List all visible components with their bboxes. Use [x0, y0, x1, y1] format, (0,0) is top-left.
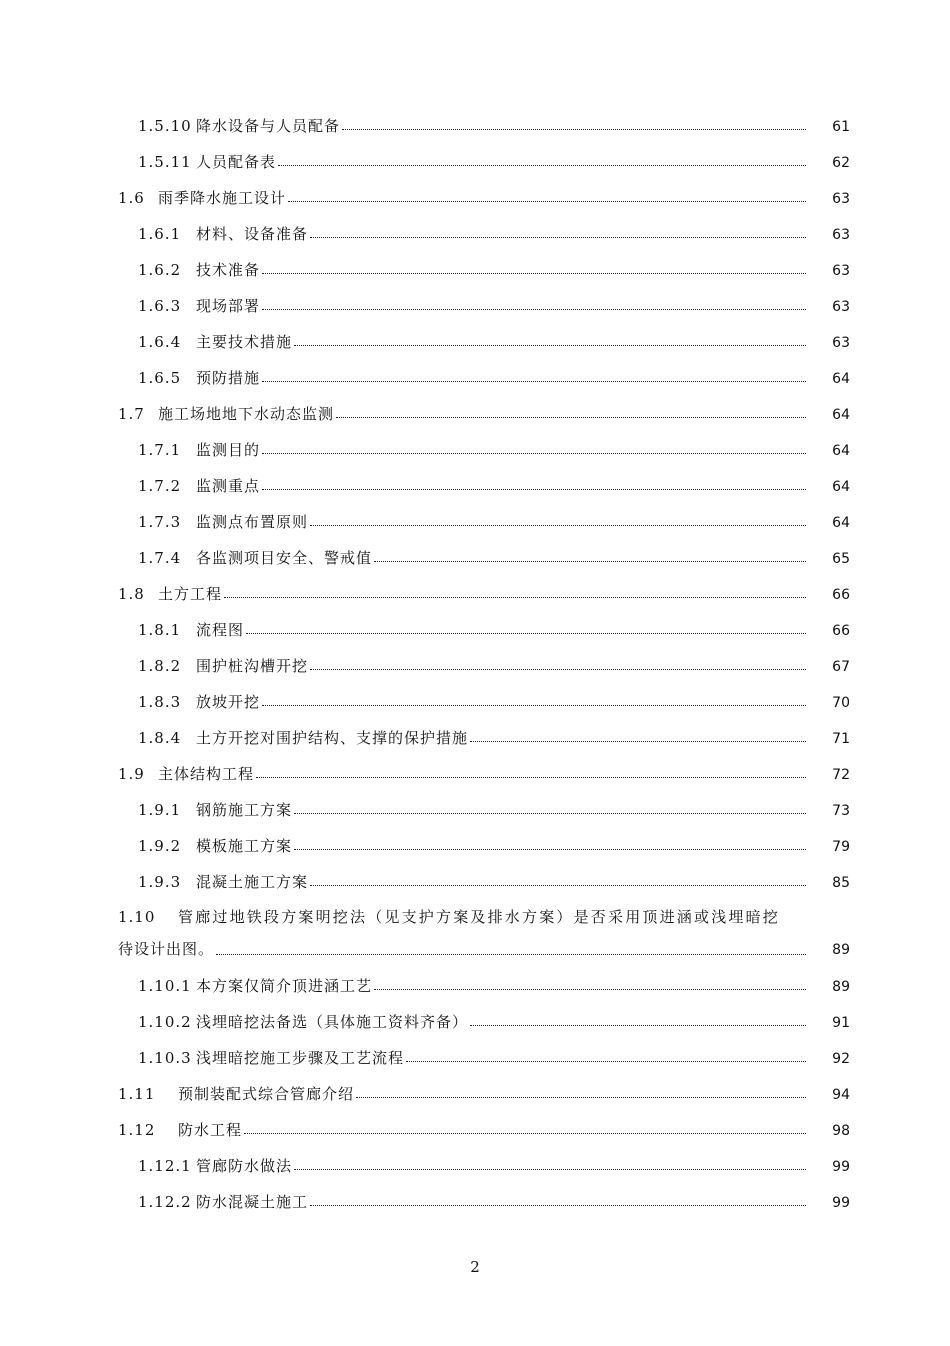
toc-entry-title: 主体结构工程 [158, 765, 255, 783]
toc-dot-leader [256, 776, 806, 778]
toc-entry-number: 1.6.2 [138, 261, 182, 279]
toc-entry-number: 1.9.3 [138, 873, 182, 891]
toc-dot-leader [294, 812, 806, 814]
toc-page-number: 63 [832, 335, 850, 351]
toc-entry-title: 主要技术措施 [196, 333, 293, 351]
toc-page-number: 61 [832, 119, 850, 135]
toc-entry[interactable] [118, 648, 850, 684]
toc-entry-title: 人员配备表 [196, 153, 277, 171]
toc-page-number: 64 [832, 479, 850, 495]
toc-entry[interactable] [118, 864, 850, 900]
toc-dot-leader [262, 272, 806, 274]
toc-entry[interactable] [118, 1148, 850, 1184]
toc-dot-leader [310, 884, 806, 886]
toc-entry-title: 降水设备与人员配备 [196, 117, 341, 135]
toc-entry[interactable] [118, 432, 850, 468]
toc-entry-title: 现场部署 [196, 297, 261, 315]
toc-page-number: 64 [832, 407, 850, 423]
toc-entry[interactable] [118, 1112, 850, 1148]
toc-entry-title: 雨季降水施工设计 [158, 189, 287, 207]
toc-entry-title: 围护桩沟槽开挖 [196, 657, 309, 675]
toc-section-a [118, 108, 850, 900]
toc-dot-leader [406, 1060, 806, 1062]
toc-dot-leader [224, 596, 806, 598]
toc-entry-number: 1.7.1 [138, 441, 182, 459]
toc-entry[interactable] [118, 324, 850, 360]
toc-dot-leader [310, 1204, 806, 1206]
toc-entry-title: 浅埋暗挖施工步骤及工艺流程 [196, 1049, 405, 1067]
table-of-contents [118, 108, 850, 1220]
toc-dot-leader [310, 668, 806, 670]
toc-entry-number: 1.10.3 [138, 1049, 192, 1067]
toc-dot-leader [216, 953, 806, 955]
toc-entry[interactable] [118, 288, 850, 324]
toc-page-number: 63 [832, 191, 850, 207]
toc-entry-title: 预制装配式综合管廊介绍 [178, 1085, 355, 1103]
toc-page-number: 79 [832, 839, 850, 855]
toc-page-number: 62 [832, 155, 850, 171]
toc-page-number: 71 [832, 731, 850, 747]
toc-entry-wrapped-line2 [118, 934, 850, 968]
toc-entry-number: 1.7.2 [138, 477, 182, 495]
toc-entry-number: 1.5.10 [138, 117, 192, 135]
toc-page-number: 92 [832, 1051, 850, 1067]
toc-entry-number: 1.10.1 [138, 977, 192, 995]
toc-entry-wrapped-line1 [118, 900, 850, 934]
toc-entry-number: 1.7.3 [138, 513, 182, 531]
toc-page-number: 66 [832, 587, 850, 603]
toc-entry-title: 防水混凝土施工 [196, 1193, 309, 1211]
toc-page-number: 63 [832, 227, 850, 243]
toc-entry[interactable] [118, 144, 850, 180]
toc-entry-number: 1.6.5 [138, 369, 182, 387]
toc-entry[interactable] [118, 756, 850, 792]
toc-dot-leader [470, 740, 806, 742]
toc-dot-leader [470, 1024, 806, 1026]
toc-dot-leader [310, 524, 806, 526]
toc-entry-title: 各监测项目安全、警戒值 [196, 549, 373, 567]
toc-page-number: 94 [832, 1087, 850, 1103]
toc-entry-number: 1.11 [118, 1085, 156, 1103]
toc-entry[interactable] [118, 108, 850, 144]
toc-page-number: 85 [832, 875, 850, 891]
toc-entry-number: 1.10 [118, 908, 156, 926]
toc-dot-leader [262, 380, 806, 382]
toc-entry-title: 材料、设备准备 [196, 225, 309, 243]
toc-entry-number: 1.12 [118, 1121, 156, 1139]
toc-entry-title-continued: 待设计出图。 [118, 940, 215, 958]
toc-entry-title: 施工场地地下水动态监测 [158, 405, 335, 423]
toc-entry-title: 管廊防水做法 [196, 1157, 293, 1175]
toc-entry-number: 1.6.3 [138, 297, 182, 315]
toc-entry-number: 1.8.3 [138, 693, 182, 711]
toc-page-number: 67 [832, 659, 850, 675]
toc-dot-leader [244, 1132, 806, 1134]
toc-dot-leader [342, 128, 806, 130]
toc-dot-leader [356, 1096, 806, 1098]
toc-entry-title: 浅埋暗挖法备选（具体施工资料齐备） [196, 1013, 469, 1031]
toc-entry[interactable] [118, 612, 850, 648]
toc-entry[interactable] [118, 540, 850, 576]
toc-entry[interactable] [118, 468, 850, 504]
toc-page-number: 66 [832, 623, 850, 639]
toc-entry-number: 1.12.2 [138, 1193, 192, 1211]
toc-entry[interactable] [118, 576, 850, 612]
toc-entry-number: 1.9.2 [138, 837, 182, 855]
toc-page-number: 64 [832, 371, 850, 387]
toc-entry[interactable] [118, 792, 850, 828]
toc-page-number: 70 [832, 695, 850, 711]
toc-entry-number: 1.7.4 [138, 549, 182, 567]
toc-entry-number: 1.8.2 [138, 657, 182, 675]
toc-entry-title: 混凝土施工方案 [196, 873, 309, 891]
toc-entry-number: 1.5.11 [138, 153, 192, 171]
toc-entry-number: 1.9 [118, 765, 145, 783]
toc-entry-title: 预防措施 [196, 369, 261, 387]
toc-dot-leader [262, 488, 806, 490]
toc-entry-number: 1.6 [118, 189, 145, 207]
toc-entry-title: 监测重点 [196, 477, 261, 495]
toc-entry-title: 放坡开挖 [196, 693, 261, 711]
toc-page-number: 64 [832, 443, 850, 459]
toc-dot-leader [246, 632, 806, 634]
toc-entry[interactable] [118, 396, 850, 432]
toc-entry-number: 1.12.1 [138, 1157, 192, 1175]
toc-entry-number: 1.7 [118, 405, 145, 423]
toc-section-b [118, 968, 850, 1220]
toc-entry-number: 1.8.1 [138, 621, 182, 639]
toc-page-number: 89 [832, 979, 850, 995]
toc-entry[interactable] [118, 360, 850, 396]
toc-entry[interactable] [118, 180, 850, 216]
toc-entry-title: 监测点布置原则 [196, 513, 309, 531]
page-footer-number: 2 [470, 1258, 480, 1276]
toc-entry[interactable] [118, 684, 850, 720]
toc-page-number: 72 [832, 767, 850, 783]
toc-entry-title: 监测目的 [196, 441, 261, 459]
toc-entry-title: 技术准备 [196, 261, 261, 279]
toc-dot-leader [288, 200, 806, 202]
toc-dot-leader [294, 848, 806, 850]
toc-page-number: 65 [832, 551, 850, 567]
toc-entry[interactable] [118, 1184, 850, 1220]
toc-entry-title: 土方开挖对围护结构、支撑的保护措施 [196, 729, 469, 747]
toc-entry[interactable] [118, 968, 850, 1004]
toc-entry[interactable] [118, 504, 850, 540]
toc-entry[interactable] [118, 252, 850, 288]
toc-dot-leader [262, 452, 806, 454]
toc-entry-number: 1.10.2 [138, 1013, 192, 1031]
toc-entry-title: 模板施工方案 [196, 837, 293, 855]
toc-entry-number: 1.8 [118, 585, 145, 603]
toc-entry-title: 土方工程 [158, 585, 223, 603]
toc-entry[interactable] [118, 1040, 850, 1076]
toc-entry-title: 管廊过地铁段方案明挖法（见支护方案及排水方案）是否采用顶进涵或浅埋暗挖 [178, 908, 781, 926]
toc-dot-leader [310, 236, 806, 238]
toc-entry-number: 1.6.4 [138, 333, 182, 351]
toc-entry-title: 流程图 [196, 621, 245, 639]
toc-page-number: 98 [832, 1123, 850, 1139]
toc-entry[interactable] [118, 1076, 850, 1112]
toc-entry[interactable] [118, 1004, 850, 1040]
toc-dot-leader [294, 1168, 806, 1170]
toc-entry-number: 1.9.1 [138, 801, 182, 819]
toc-dot-leader [278, 164, 806, 166]
toc-dot-leader [374, 988, 806, 990]
toc-entry[interactable] [118, 828, 850, 864]
toc-dot-leader [262, 704, 806, 706]
toc-page-number: 99 [832, 1159, 850, 1175]
toc-page-number: 91 [832, 1015, 850, 1031]
toc-page-number: 63 [832, 299, 850, 315]
toc-dot-leader [262, 308, 806, 310]
toc-page-number: 99 [832, 1195, 850, 1211]
toc-page-number: 73 [832, 803, 850, 819]
toc-dot-leader [294, 344, 806, 346]
toc-page-number: 89 [832, 942, 850, 958]
toc-page-number: 64 [832, 515, 850, 531]
toc-entry-title: 本方案仅简介顶进涵工艺 [196, 977, 373, 995]
toc-entry-title: 防水工程 [178, 1121, 243, 1139]
toc-dot-leader [374, 560, 806, 562]
toc-entry[interactable] [118, 720, 850, 756]
toc-entry-number: 1.8.4 [138, 729, 182, 747]
toc-entry-wrapped[interactable] [118, 900, 850, 968]
toc-dot-leader [336, 416, 806, 418]
toc-entry[interactable] [118, 216, 850, 252]
toc-entry-number: 1.6.1 [138, 225, 182, 243]
toc-entry-title: 钢筋施工方案 [196, 801, 293, 819]
toc-page-number: 63 [832, 263, 850, 279]
